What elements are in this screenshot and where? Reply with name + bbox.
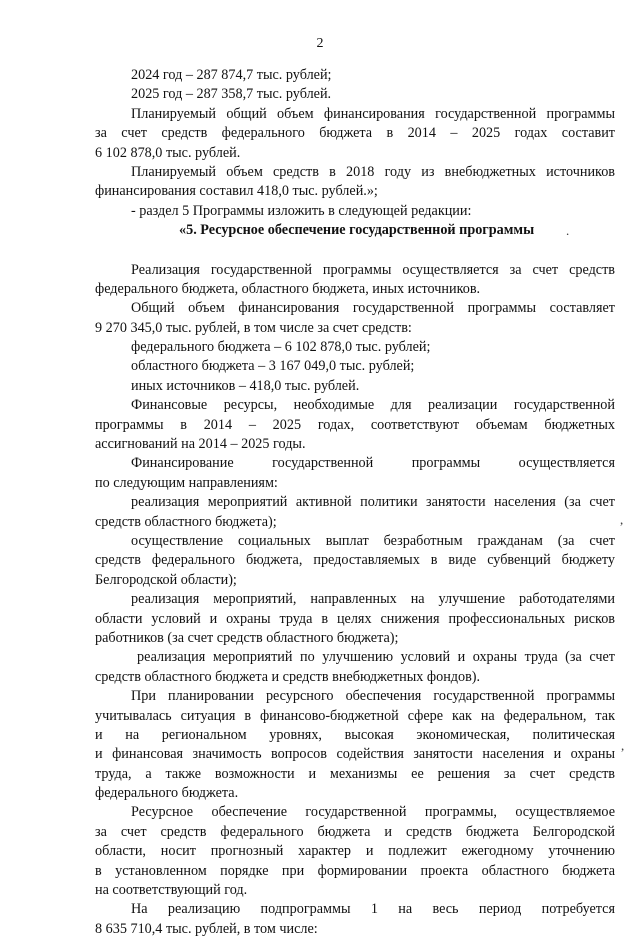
text-line: иных источников – 418,0 тыс. рублей. xyxy=(131,377,360,394)
paragraph-gap xyxy=(95,241,615,261)
text-line: области условий и охраны труда в целях снижения профессиональных рисков xyxy=(95,610,615,627)
text-line: Белгородской области); xyxy=(95,571,237,588)
text-line: реализация мероприятий активной политики занятости населения (за счет xyxy=(131,494,615,511)
text-line: При планировании ресурсного обеспечения государственной программы xyxy=(131,688,615,705)
text-line: области, носит прогнозный характер и подлежит ежегодному уточнению xyxy=(95,843,615,860)
text-line: осуществление социальных выплат безработным гражданам (за счет xyxy=(131,532,615,549)
text-line: работников (за счет средств областного бюджета); xyxy=(95,629,399,646)
text-line: Реализация государственной программы осуществляется за счет средств xyxy=(131,261,615,278)
text-line: труда, а также возможности и механизмы ее решения за счет средств xyxy=(95,765,615,782)
text-line: федерального бюджета – 6 102 878,0 тыс. рублей; xyxy=(131,339,431,356)
text-line: Общий объем финансирования государственной программы составляет xyxy=(131,300,615,317)
text-line: средств областного бюджета и средств внебюджетных фондов). xyxy=(95,668,481,685)
text-line: Финансирование государственной программы осуществляется xyxy=(131,455,615,472)
section-heading: «5. Ресурсное обеспечение государственной программы xyxy=(179,222,535,239)
text-line: реализация мероприятий, направленных на улучшение работодателями xyxy=(131,591,615,608)
text-line: Планируемый общий объем финансирования государственной программы xyxy=(131,105,615,122)
text-line: в установленном порядке при формировании проекта областного бюджета xyxy=(95,862,615,879)
text-line: средств федерального бюджета, предоставляемых в виде субвенций бюджету xyxy=(95,552,615,569)
text-line: за счет средств федерального бюджета в 2014 – 2025 годах составит xyxy=(95,125,615,142)
text-line: На реализацию подпрограммы 1 на весь период потребуется xyxy=(131,901,615,918)
text-line: 2024 год – 287 874,7 тыс. рублей; xyxy=(131,67,332,83)
text-line: программы в 2014 – 2025 годах, соответствуют объемам бюджетных xyxy=(95,416,615,433)
text-line: по следующим направлениям: xyxy=(95,474,278,491)
text-line: федерального бюджета, областного бюджета, иных источников. xyxy=(95,280,481,297)
text-line: 2025 год – 287 358,7 тыс. рублей. xyxy=(131,86,332,103)
text-line: за счет средств федерального бюджета и средств бюджета Белгородской xyxy=(95,823,615,840)
text-line: - раздел 5 Программы изложить в следующей редакции: xyxy=(131,202,472,219)
text-line: федерального бюджета. xyxy=(95,785,239,802)
scan-mark: , xyxy=(620,512,624,527)
page-number: 2 xyxy=(316,36,324,51)
text-line: реализация мероприятий по улучшению условий и охраны труда (за счет xyxy=(137,649,615,666)
document-body xyxy=(95,66,615,939)
text-line: средств областного бюджета); xyxy=(95,513,277,530)
text-line: учитывалась ситуация в финансово-бюджетной сфере как на федеральном, так xyxy=(95,707,615,724)
text-line: Планируемый объем средств в 2018 году из внебюджетных источников xyxy=(131,163,615,180)
text-line: Ресурсное обеспечение государственной программы, осуществляемое xyxy=(131,804,615,821)
text-line: Финансовые ресурсы, необходимые для реализации государственной xyxy=(131,397,615,414)
text-line: на соответствующий год. xyxy=(95,882,248,899)
text-line: ассигнований на 2014 – 2025 годы. xyxy=(95,436,306,453)
text-line: 8 635 710,4 тыс. рублей, в том числе: xyxy=(95,920,318,937)
text-line: областного бюджета – 3 167 049,0 тыс. рублей; xyxy=(131,358,415,375)
text-line: и финансовая значимость вопросов содействия занятости населения и охраны xyxy=(95,746,615,763)
scan-mark: . xyxy=(566,223,570,238)
scan-mark: , xyxy=(621,738,625,753)
text-line: финансирования составил 418,0 тыс. рублей.»; xyxy=(95,183,378,200)
text-line: 9 270 345,0 тыс. рублей, в том числе за счет средств: xyxy=(95,319,412,336)
text-line: 6 102 878,0 тыс. рублей. xyxy=(95,144,241,161)
text-line: и на региональном уровнях, высокая экономическая, политическая xyxy=(95,726,615,743)
